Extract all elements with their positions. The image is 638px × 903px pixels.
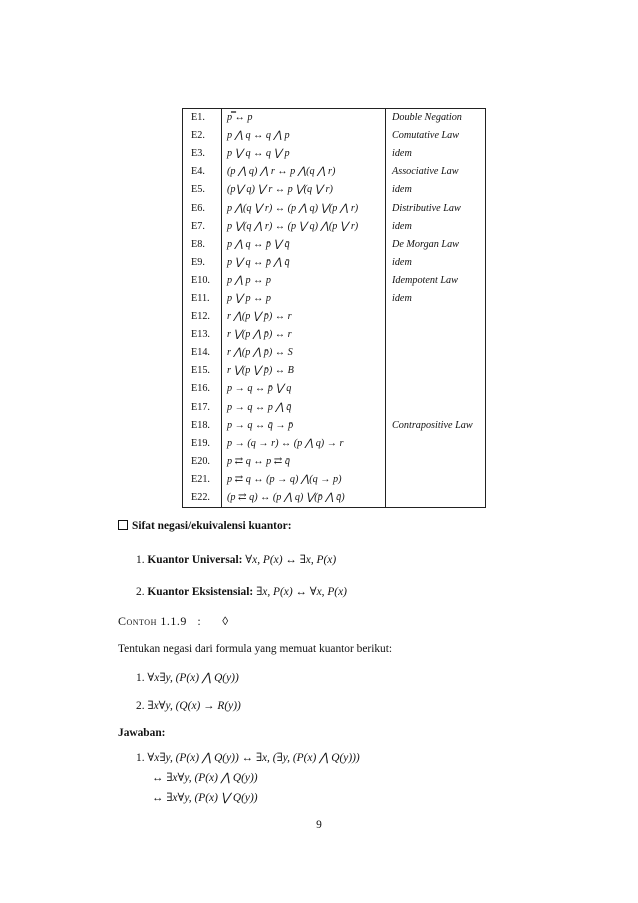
law-id: E17. xyxy=(183,399,222,417)
question-number: 1. xyxy=(136,672,145,684)
law-id: E18. xyxy=(183,417,222,435)
example-separator: : xyxy=(197,614,202,628)
law-id: E7. xyxy=(183,218,222,236)
law-formula: r ⋀(p ⋁ p̄) ↔ r xyxy=(222,308,386,326)
law-row xyxy=(183,254,486,272)
law-formula: r ⋁(p ⋁ p̄) ↔ B xyxy=(222,362,386,380)
law-row xyxy=(183,127,486,145)
law-name xyxy=(386,326,486,344)
sifat-item-number: 2. xyxy=(136,586,145,598)
law-formula: p → q ↔ p̄ ⋁ q xyxy=(222,380,386,398)
law-formula: r ⋀(p ⋀ p̄) ↔ S xyxy=(222,344,386,362)
law-name: Comutative Law xyxy=(386,127,486,145)
sifat-item-label: Kuantor Eksistensial: xyxy=(147,586,254,598)
law-id: E19. xyxy=(183,435,222,453)
law-id: E14. xyxy=(183,344,222,362)
law-name xyxy=(386,435,486,453)
law-formula: (p ⇄ q) ↔ (p ⋀ q) ⋁(p̄ ⋀ q̄) xyxy=(222,489,386,508)
law-name: Idempotent Law xyxy=(386,272,486,290)
law-row xyxy=(183,380,486,398)
sifat-item-formula: ∃x, P(x) ↔ ∀x, P(x) xyxy=(256,586,347,598)
law-row xyxy=(183,471,486,489)
law-name xyxy=(386,380,486,398)
law-name: Distributive Law xyxy=(386,199,486,217)
law-name xyxy=(386,453,486,471)
law-name: Contrapositive Law xyxy=(386,417,486,435)
law-name xyxy=(386,362,486,380)
law-formula: p ⇄ q ↔ (p → q) ⋀(q → p) xyxy=(222,471,386,489)
example-label: Contoh 1.1.9 xyxy=(118,614,187,628)
page-number: 9 xyxy=(316,819,322,831)
law-id: E22. xyxy=(183,489,222,508)
law-formula: p ⋁ q ↔ q ⋁ p xyxy=(222,145,386,163)
law-name: idem xyxy=(386,254,486,272)
law-row xyxy=(183,218,486,236)
law-row xyxy=(183,326,486,344)
law-name: idem xyxy=(386,181,486,199)
law-row xyxy=(183,489,486,508)
law-row xyxy=(183,308,486,326)
law-formula: p ⇄ q ↔ p ⇄ q̄ xyxy=(222,453,386,471)
law-id: E21. xyxy=(183,471,222,489)
law-name xyxy=(386,471,486,489)
law-row xyxy=(183,145,486,163)
answer-number: 1. xyxy=(136,752,145,764)
law-id: E20. xyxy=(183,453,222,471)
answer-formula: ∀x∃y, (P(x) ⋀ Q(y)) ↔ ∃x, (∃y, (P(x) ⋀ Q(y))) xyxy=(147,752,360,764)
law-name: idem xyxy=(386,145,486,163)
answer-title: Jawaban: xyxy=(118,727,166,739)
law-name xyxy=(386,308,486,326)
law-id: E3. xyxy=(183,145,222,163)
law-row xyxy=(183,109,486,128)
instruction-text: Tentukan negasi dari formula yang memuat kuantor berikut: xyxy=(118,643,393,655)
law-id: E13. xyxy=(183,326,222,344)
law-formula: p → (q → r) ↔ (p ⋀ q) → r xyxy=(222,435,386,453)
law-row xyxy=(183,236,486,254)
law-row xyxy=(183,362,486,380)
law-row xyxy=(183,344,486,362)
checkbox-square-icon xyxy=(118,520,128,530)
law-id: E8. xyxy=(183,236,222,254)
law-name: De Morgan Law xyxy=(386,236,486,254)
law-formula: p̿ ↔ p xyxy=(222,109,386,128)
law-row xyxy=(183,163,486,181)
law-formula: (p ⋀ q) ⋀ r ↔ p ⋀(q ⋀ r) xyxy=(222,163,386,181)
question-formula: ∀x∃y, (P(x) ⋀ Q(y)) xyxy=(147,672,239,684)
law-formula: (p⋁ q) ⋁ r ↔ p ⋁(q ⋁ r) xyxy=(222,181,386,199)
answer-line-3: ↔ ∃x∀y, (P(x) ⋁ Q(y)) xyxy=(152,792,258,804)
law-id: E9. xyxy=(183,254,222,272)
law-name: idem xyxy=(386,290,486,308)
question-number: 2. xyxy=(136,700,145,712)
sifat-item-number: 1. xyxy=(136,554,145,566)
law-formula: r ⋁(p ⋀ p̄) ↔ r xyxy=(222,326,386,344)
sifat-item-universal xyxy=(136,552,336,566)
law-row xyxy=(183,435,486,453)
law-id: E11. xyxy=(183,290,222,308)
law-name xyxy=(386,344,486,362)
question-formula: ∃x∀y, (Q(x) → R(y)) xyxy=(147,700,241,712)
law-row xyxy=(183,272,486,290)
law-name: Associative Law xyxy=(386,163,486,181)
sifat-item-formula: ∀x, P(x) ↔ ∃x, P(x) xyxy=(245,554,337,566)
law-row xyxy=(183,181,486,199)
law-id: E16. xyxy=(183,380,222,398)
law-id: E10. xyxy=(183,272,222,290)
law-formula: p ⋁(q ⋀ r) ↔ (p ⋁ q) ⋀(p ⋁ r) xyxy=(222,218,386,236)
example-heading xyxy=(118,614,229,629)
law-formula: p ⋀ q ↔ q ⋀ p xyxy=(222,127,386,145)
law-row xyxy=(183,399,486,417)
law-row xyxy=(183,290,486,308)
law-id: E5. xyxy=(183,181,222,199)
law-name xyxy=(386,489,486,508)
law-formula: p → q ↔ q̄ → p̄ xyxy=(222,417,386,435)
law-id: E15. xyxy=(183,362,222,380)
sifat-item-eksistensial xyxy=(136,584,347,598)
equivalence-laws-table xyxy=(182,108,486,508)
law-id: E1. xyxy=(183,109,222,128)
law-row xyxy=(183,417,486,435)
law-formula: p ⋁ q ↔ p̄ ⋀ q̄ xyxy=(222,254,386,272)
law-formula: p ⋀ p ↔ p xyxy=(222,272,386,290)
question-item xyxy=(136,698,241,712)
law-formula: p ⋀(q ⋁ r) ↔ (p ⋀ q) ⋁(p ⋀ r) xyxy=(222,199,386,217)
law-id: E12. xyxy=(183,308,222,326)
diamond-icon: ◊ xyxy=(222,614,229,628)
law-name: idem xyxy=(386,218,486,236)
answer-line-2: ↔ ∃x∀y, (P(x) ⋀ Q(y)) xyxy=(152,772,258,784)
law-formula: p ⋀ q ↔ p̄ ⋁ q̄ xyxy=(222,236,386,254)
law-formula: p ⋁ p ↔ p xyxy=(222,290,386,308)
law-row xyxy=(183,453,486,471)
sifat-heading xyxy=(118,520,292,532)
law-row xyxy=(183,199,486,217)
law-id: E6. xyxy=(183,199,222,217)
law-table-body xyxy=(183,109,486,508)
law-id: E2. xyxy=(183,127,222,145)
law-formula: p → q ↔ p ⋀ q̄ xyxy=(222,399,386,417)
question-item xyxy=(136,670,239,684)
law-id: E4. xyxy=(183,163,222,181)
law-name: Double Negation xyxy=(386,109,486,128)
sifat-title: Sifat negasi/ekuivalensi kuantor: xyxy=(132,520,292,532)
answer-line-1 xyxy=(136,750,360,764)
sifat-item-label: Kuantor Universal: xyxy=(147,554,243,566)
law-name xyxy=(386,399,486,417)
